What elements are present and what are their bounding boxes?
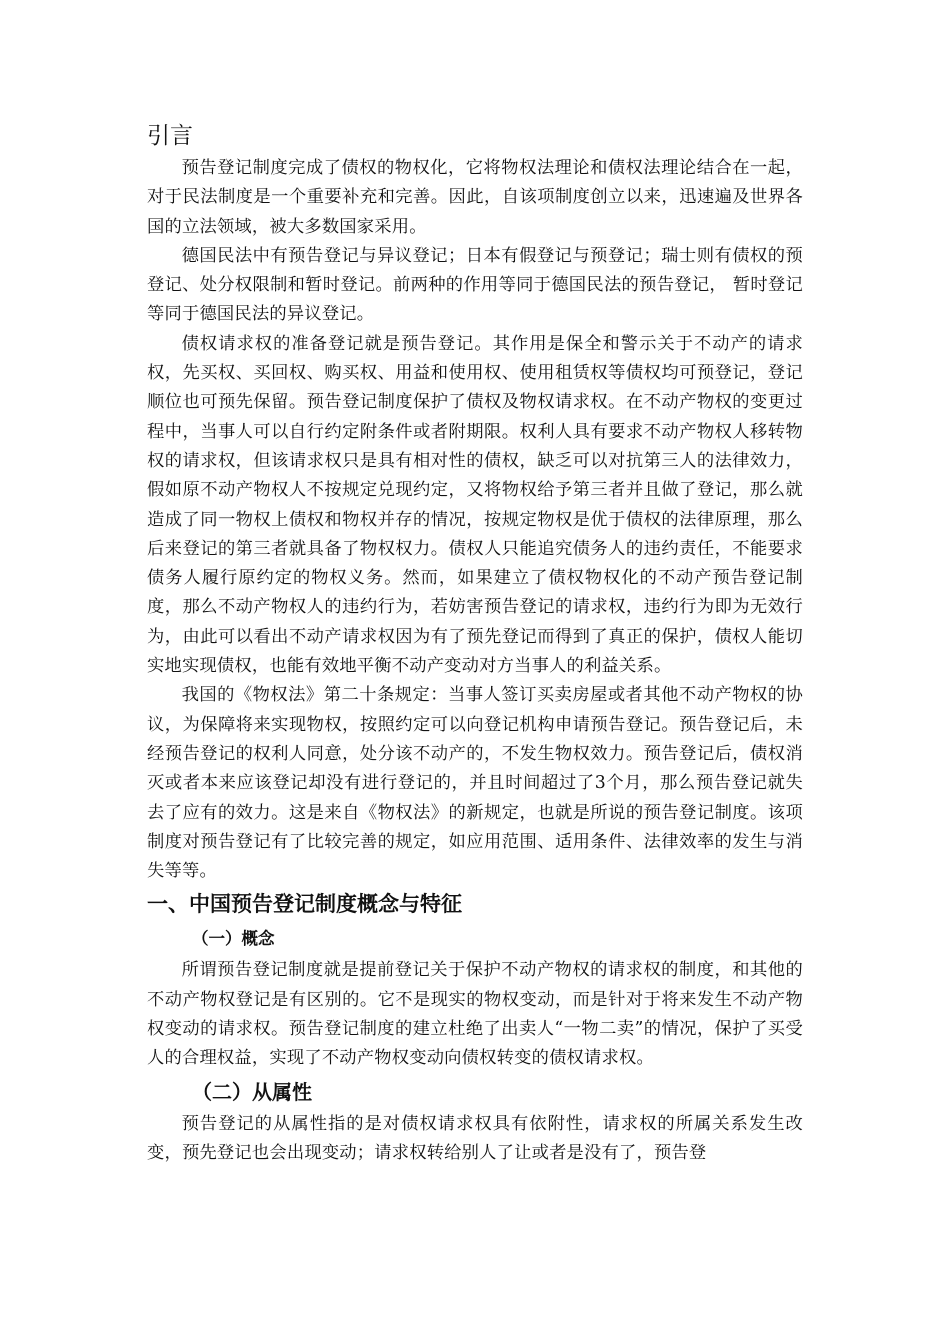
- subsection-1-paragraph: 所谓预告登记制度就是提前登记关于保护不动产物权的请求权的制度，和其他的不动产物权登记是有区别的。它不是现实的物权变动，而是针对于将来发生不动产物权变动的请求权。预告登记制度的建立杜绝了出卖人“一物二卖”的情况，保护了买受人的合理权益，实现了不动产物权变动向债权转变的债权请求权。: [147, 960, 803, 1069]
- intro-paragraph-2: 德国民法中有预告登记与异议登记；日本有假登记与预登记；瑞士则有债权的预登记、处分权限制和暂时登记。前两种的作用等同于德国民法的预告登记， 暂时登记等同于德国民法的异议登记。: [147, 245, 803, 325]
- subsection-1-heading: （一）概念: [192, 929, 275, 949]
- intro-paragraph-4: 我国的《物权法》第二十条规定：当事人签订买卖房屋或者其他不动产物权的协议，为保障将来实现物权，按照约定可以向登记机构申请预告登记。预告登记后，未经预告登记的权利人同意，处分该不动产的，不发生物权效力。预告登记后，债权消灭或者本来应该登记却没有进行登记的，并且时间超过了3个月，那么预告登记就失去了应有的效力。这是来自《物权法》的新规定，也就是所说的预告登记制度。该项制度对预告登记有了比较完善的规定，如应用范围、适用条件、法律效率的发生与消失等等。: [147, 685, 803, 882]
- section-1-heading: 一、中国预告登记制度概念与特征: [147, 891, 462, 917]
- subsection-2-heading: （二）从属性: [192, 1079, 312, 1104]
- intro-paragraph-1: 预告登记制度完成了债权的物权化，它将物权法理论和债权法理论结合在一起，对于民法制度是一个重要补充和完善。因此，自该项制度创立以来，迅速遍及世界各国的立法领域，被大多数国家采用。: [147, 158, 803, 237]
- document-body: [147, 118, 803, 1168]
- document-title: 引言: [147, 123, 193, 149]
- intro-paragraph-3: 债权请求权的准备登记就是预告登记。其作用是保全和警示关于不动产的请求权，先买权、买回权、购买权、用益和使用权、使用租赁权等债权均可预登记，登记顺位也可预先保留。预告登记制度保护了债权及物权请求权。在不动产物权的变更过程中，当事人可以自行约定附条件或者附期限。权利人具有要求不动产物权人移转物权的请求权，但该请求权只是具有相对性的债权，缺乏可以对抗第三人的法律效力，假如原不动产物权人不按规定兑现约定，又将物权给予第三者并且做了登记，那么就造成了同一物权上债权和物权并存的情况，按规定物权是优于债权的法律原理，那么后来登记的第三者就具备了物权权力。债权人只能追究债务人的违约责任，不能要求债务人履行原约定的物权义务。然而，如果建立了债权物权化的不动产预告登记制度，那么不动产物权人的违约行为，若妨害预告登记的请求权，违约行为即为无效行为，由此可以看出不动产请求权因为有了预先登记而得到了真正的保护，债权人能切实地实现债权，也能有效地平衡不动产变动对方当事人的利益关系。: [147, 333, 803, 677]
- subsection-2-paragraph: 预告登记的从属性指的是对债权请求权具有依附性，请求权的所属关系发生改变，预先登记也会出现变动；请求权转给别人了让或者是没有了，预告登: [147, 1113, 803, 1163]
